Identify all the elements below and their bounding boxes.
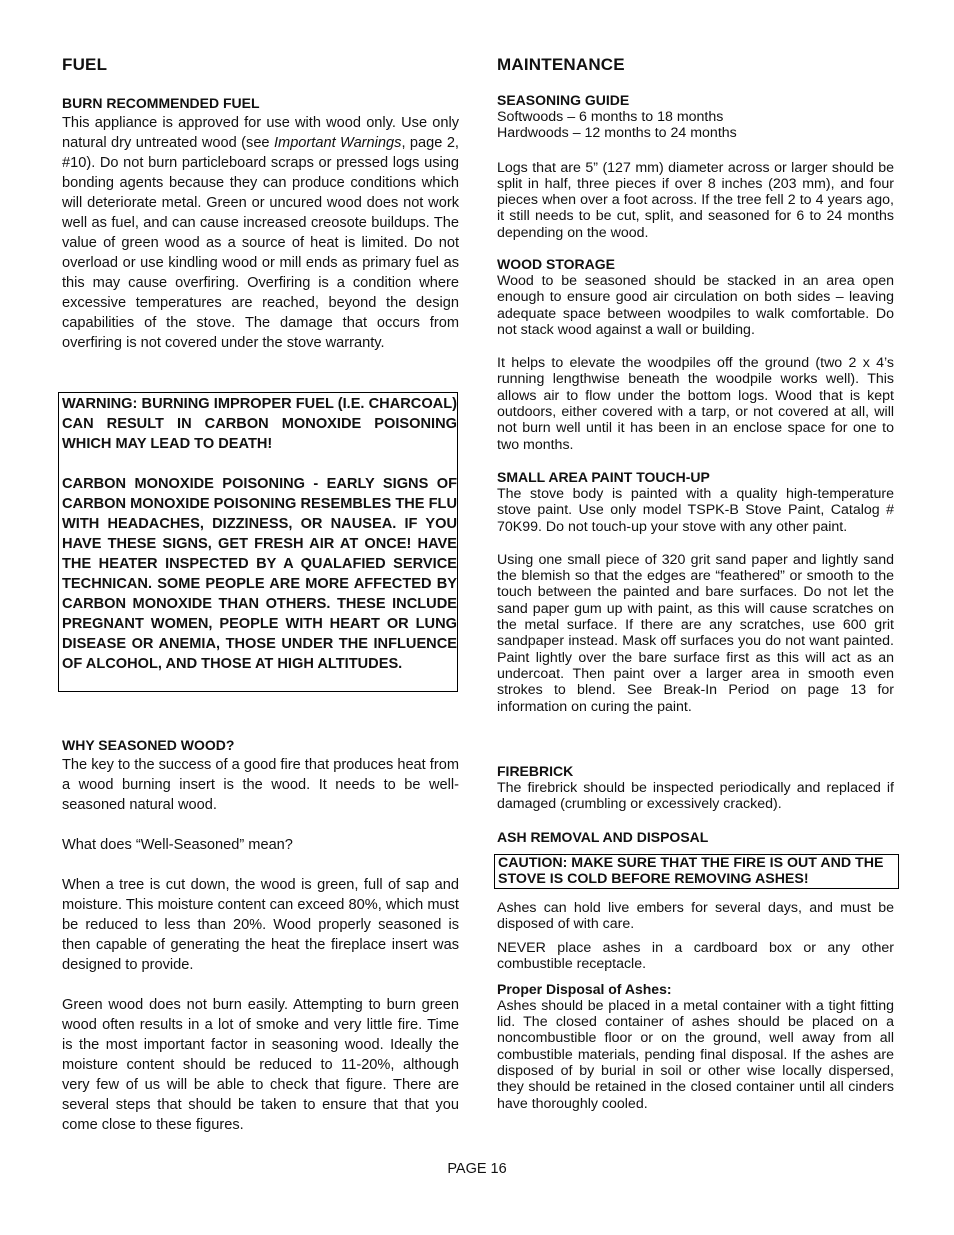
seasoning-line2: Hardwoods – 12 months to 24 months <box>497 125 737 142</box>
caution-text: CAUTION: MAKE SURE THAT THE FIRE IS OUT AND THE STOVE IS COLD BEFORE REMOVING ASHES! <box>498 855 884 888</box>
burn-text-italic: Important Warnings <box>273 135 402 151</box>
warning-text-2: CARBON MONOXIDE POISONING - EARLY SIGNS OF CARBON MONOXIDE POISONING RESEMBLES THE FLU WITH HEADACHES, DIZZINESS, OR NAUSEA. IF YOU HAVE THESE SIGNS, GET FRESH AIR AT ONCE! HAVE THE HEATER INSPECTED BY A QUALAFIED SERVICE TECHNICAN. SOME PEOPLE ARE MORE AFFECTED BY CARBON MONOXIDE THAN OTHERS. THESE INCLUDE PREGNANT WOMEN, PEOPLE WITH HEART OR LUNG DISEASE OR ANEMIA, THOSE UNDER THE INFLUENCE OF ALCOHOL, AND THOSE AT HIGH ALTITUDES. <box>62 476 457 672</box>
storage-title: WOOD STORAGE <box>497 256 615 272</box>
seasoning-title: SEASONING GUIDE <box>497 92 630 108</box>
seasoned-section <box>62 737 459 1135</box>
seasoned-p3: When a tree is cut down, the wood is green, full of sap and moisture. This moisture content can exceed 80%, which must be reduced to less than 20%. Wood properly seasoned is then capable of generating the heat the fireplace insert was designed to provide. <box>62 877 459 973</box>
seasoned-p4: Green wood does not burn easily. Attempting to burn green wood often results in a lot of smoke and very little fire. Time is the most important factor in seasoning wood. Ideally the moisture content should be reduced to 11-20%, although very few of us will be able to check that figure. There are several steps that should be taken to ensure that that you come close to these figures. <box>62 997 459 1133</box>
seasoning-p1: Logs that are 5” (127 mm) diameter across or larger should be split in half, three pieces if over 8 inches (203 mm), and four pieces when over a foot across. If the tree fell 2 to 4 years ago, it still needs to be cut, split, and seasoned for 6 to 24 months depending on the wood. <box>497 159 894 241</box>
burn-section <box>62 95 459 353</box>
ash-p2: NEVER place ashes in a cardboard box or any other combustible receptacle. <box>497 940 894 973</box>
paint-section <box>497 469 894 715</box>
ash-p3: Ashes should be placed in a metal container with a tight fitting lid. The closed container of ashes should be placed on a noncombustible floor or on the ground, well away from all combustible materials, pending final disposal. If the ashes are disposed of by burial in soil or other wise locally dispersed, they should be retained in the closed container until all cinders have thoroughly cooled. <box>497 997 894 1112</box>
ash-section <box>497 829 894 1112</box>
firebrick-p1: The firebrick should be inspected periodically and replaced if damaged (crumbling or excessively cracked). <box>497 780 894 813</box>
paint-p1: The stove body is painted with a quality high-temperature stove paint. Use only model TSPK-B Stove Paint, Catalog # 70K99. Do not touch-up your stove with any other paint. <box>497 486 894 535</box>
burn-text-a: This appliance is approved for use with wood only. Use only natural dry untreated wood (see <box>62 115 459 151</box>
firebrick-section <box>497 763 894 813</box>
ash-title: ASH REMOVAL AND DISPOSAL <box>497 829 709 845</box>
seasoning-line1: Softwoods – 6 months to 18 months <box>497 109 724 125</box>
storage-p1: Wood to be seasoned should be stacked in an area open enough to ensure good air circulation on both sides – leaving adequate space between woodpiles to walk comfortable. Do not stack wood against a wall or building. <box>497 273 894 338</box>
paint-title: SMALL AREA PAINT TOUCH-UP <box>497 469 710 485</box>
warning-text-1: WARNING: BURNING IMPROPER FUEL (I.E. CHARCOAL) CAN RESULT IN CARBON MONOXIDE POISONING WHICH MAY LEAD TO DEATH! <box>62 396 457 452</box>
caution-box <box>494 854 899 889</box>
seasoning-section <box>497 92 894 241</box>
maintenance-heading: MAINTENANCE <box>497 55 625 74</box>
paint-p2: Using one small piece of 320 grit sand paper and lightly sand the blemish so that the edges are “feathered” or smooth to the touch between the painted and bare surfaces. Do not let the sand paper gum up with paint, as this will cause scratches on the metal surface. If there are any scratches, use 600 grit sandpaper instead. Mask off surfaces you do not want painted. Paint lightly over the bare surface first as this will act as an undercoat. Then paint over a larger area in smooth even strokes to blend. See Break-In Period on page 13 for information on curing the paint. <box>497 551 894 715</box>
seasoned-p2: What does “Well-Seasoned” mean? <box>62 837 293 853</box>
storage-p2: It helps to elevate the woodpiles off the ground (two 2 x 4’s running lengthwise beneath the woodpile works well). This allows air to flow under the bottom logs. Wood that is kept outdoors, either covered with a tarp, or not covered at all, will not burn well until it has been in an enclose space for one to two months. <box>497 355 894 453</box>
seasoned-p1: The key to the success of a good fire that produces heat from a wood burning insert is the wood. It needs to be well-seasoned natural wood. <box>62 757 459 813</box>
storage-section <box>497 256 894 453</box>
burn-text-b: , page 2, #10). Do not burn particleboard scraps or pressed logs using bonding agents because they can produce conditions which will deteriorate metal. Green or uncured wood does not work well as fuel, and can cause increased creosote buildups. The value of green wood as a source of heat is limited. Do not overload or use kindling wood or mill ends as primary fuel as this may cause overfiring. Overfiring is a condition where excessive temperatures are reached, beyond the design capabilities of the stove. The damage that occurs from overfiring is not covered under the stove warranty. <box>62 135 459 351</box>
page-number: PAGE 16 <box>447 1161 507 1177</box>
firebrick-title: FIREBRICK <box>497 763 574 779</box>
warning-box <box>58 392 458 692</box>
seasoned-title: WHY SEASONED WOOD? <box>62 737 235 753</box>
ash-p1: Ashes can hold live embers for several days, and must be disposed of with care. <box>497 899 894 932</box>
burn-title: BURN RECOMMENDED FUEL <box>62 95 260 111</box>
burn-text <box>62 113 459 353</box>
ash-subtitle: Proper Disposal of Ashes: <box>497 980 672 997</box>
fuel-heading: FUEL <box>62 55 108 74</box>
